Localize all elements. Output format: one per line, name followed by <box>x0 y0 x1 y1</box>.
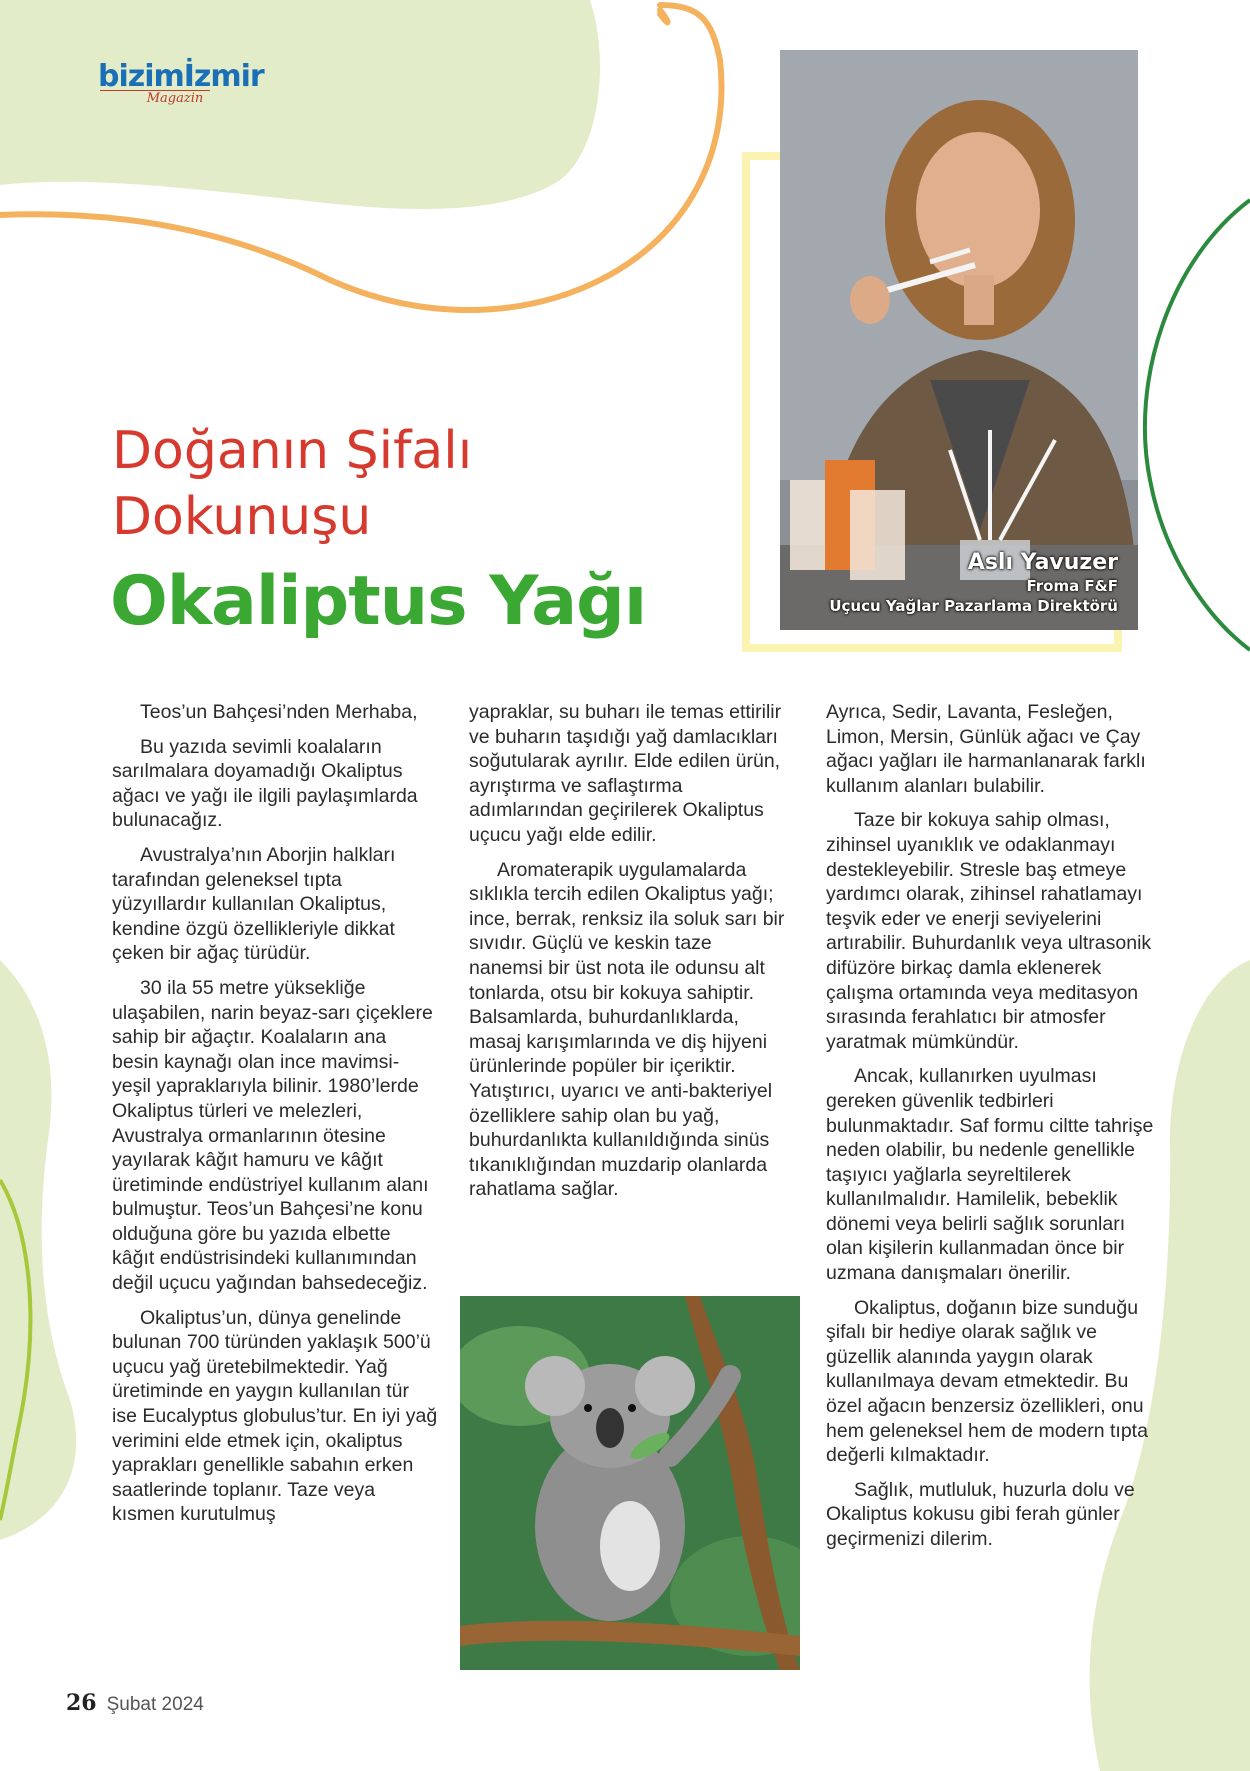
article-column-2 <box>469 700 789 1212</box>
page-footer <box>66 1690 204 1716</box>
koala-photo <box>460 1296 800 1670</box>
orange-arc-top <box>660 10 668 22</box>
magazine-logo <box>98 59 264 106</box>
article-column-1 <box>112 700 438 1537</box>
paragraph: Bu yazıda sevimli koalaların sarılmalara doyamadığı Okaliptus ağacı ve yağı ile ilgili paylaşımlarda bulunacağız. <box>112 735 418 832</box>
paragraph: Ayrıca, Sedir, Lavanta, Fesleğen, Limon, Mersin, Günlük ağacı ve Çay ağacı yağları ile harmanlanarak farklı kullanım alanları bulabilir. <box>826 701 1146 797</box>
portrait-photo <box>780 50 1138 630</box>
caption-company: Froma F&F <box>1026 577 1118 595</box>
koala-illustration <box>460 1296 800 1670</box>
paragraph: Ancak, kullanırken uyulması gereken güvenlik tedbirleri bulunmaktadır. Saf formu ciltte tahrişe neden olabilir, bu nedenle genellikle taşıyıcı yağlarla seyreltilerek kullanılmalıdır. Hamilelik, bebeklik dönemi veya belirli sağlık sorunları olan kişilerin kullanmadan önce bir uzmana danışmaları önerilir. <box>826 1065 1154 1285</box>
paragraph: Taze bir kokuya sahip olması, zihinsel uyanıklık ve odaklanmayı destekleyebilir. Stresle baş etmeye yardımcı olarak, zihinsel rahatlamayı teşvik eder ve enerji seviyelerini artırabilir. Buhurdanlık veya ultrasonik difüzöre birkaç damla eklenerek çalışma ortamında veya meditasyon sırasında ferahlatıcı bir atmosfer yaratmak mümkündür. <box>826 809 1152 1053</box>
top-left-green-blob <box>0 0 600 209</box>
paragraph: yapraklar, su buharı ile temas ettirilir ve buharın taşıdığı yağ damlacıkları soğutularak ayrılır. Elde edilen ürün, ayrıştırma ve saflaştırma adımlarından geçirilerek Okaliptus uçucu yağı elde edilir. <box>469 701 782 846</box>
right-green-arc <box>1145 200 1250 650</box>
article-column-3 <box>826 700 1156 1562</box>
issue-date: Şubat 2024 <box>106 1694 204 1715</box>
subtitle-line-1: Doğanın Şifalı <box>112 421 473 481</box>
caption-role: Uçucu Yağlar Pazarlama Direktörü <box>829 597 1118 615</box>
paragraph: Aromaterapik uygulamalarda sıklıkla tercih edilen Okaliptus yağı; ince, berrak, renksiz ila soluk sarı bir sıvıdır. Güçlü ve keskin taze nanemsi bir üst nota ile odunsu alt tonlarda, otsu bir kokuya sahiptir. Balsamlarda, buhurdanlıklarda, masaj karışımlarında ve diş hijyeni ürünlerinde popüler bir içeriktir. Yatıştırıcı, uyarıcı ve anti-bakteriyel özelliklere sahip olan bu yağ, buhurdanlıkta kullanıldığında sinüs tıkanıklığından muzdarip olanlarda rahatlama sağlar. <box>469 858 785 1201</box>
paragraph: Avustralya’nın Aborjin halkları tarafından geleneksel tıpta yüzyıllardır kullanılan Okaliptus, kendine özgü özellikleriyle dikkat çeken bir ağaç türüdür. <box>112 843 396 965</box>
logo-main: bizimİzmir <box>98 59 264 94</box>
paragraph: Sağlık, mutluluk, huzurla dolu ve Okaliptus kokusu gibi ferah günler geçirmenizi dilerim. <box>826 1478 1135 1550</box>
logo-sub: Magazin <box>100 90 210 106</box>
article-subtitle <box>112 418 672 550</box>
left-green-blob <box>0 960 76 1540</box>
article-title: Okaliptus Yağı <box>110 562 647 641</box>
paragraph: Okaliptus, doğanın bize sunduğu şifalı bir hediye olarak sağlık ve güzellik alanında yaygın olarak kullanılmaya devam etmektedir. Bu özel ağacın benzersiz özellikleri, onu hem geleneksel hem de modern tıpta değerli kılmaktadır. <box>826 1296 1148 1467</box>
caption-name: Aslı Yavuzer <box>967 550 1118 575</box>
portrait-illustration <box>780 50 1138 630</box>
paragraph: Okaliptus’un, dünya genelinde bulunan 700 türünden yaklaşık 500’ü uçucu yağ üretebilmektedir. Yağ üretiminde en yaygın kullanılan tür ise Eucalyptus globulus’tur. En iyi yağ verimini elde etmek için, okaliptus yaprakları genellikle sabahın erken saatlerinde toplanır. Taze veya kısmen kurutulmuş <box>112 1306 438 1526</box>
paragraph: 30 ila 55 metre yüksekliğe ulaşabilen, narin beyaz-sarı çiçeklere sahip bir ağaçtır. Koalaların ana besin kaynağı olan ince mavimsi-yeşil yapraklarıyla bilinir. 1980’lerde Okaliptus türleri ve melezleri, Avustralya ormanlarının ötesine yayılarak kâğıt hamuru ve kâğıt üretiminde endüstriyel kullanım alanı bulmuştur. Teos’un Bahçesi’ne konu olduğuna göre bu yazıda elbette kâğıt endüstrisindeki kullanımından değil uçucu yağından bahsedeceğiz. <box>112 976 433 1295</box>
paragraph: Teos’un Bahçesi’nden Merhaba, <box>140 701 418 723</box>
subtitle-line-2: Dokunuşu <box>112 487 372 547</box>
photo-caption <box>829 550 1118 616</box>
page-number: 26 <box>66 1690 97 1716</box>
